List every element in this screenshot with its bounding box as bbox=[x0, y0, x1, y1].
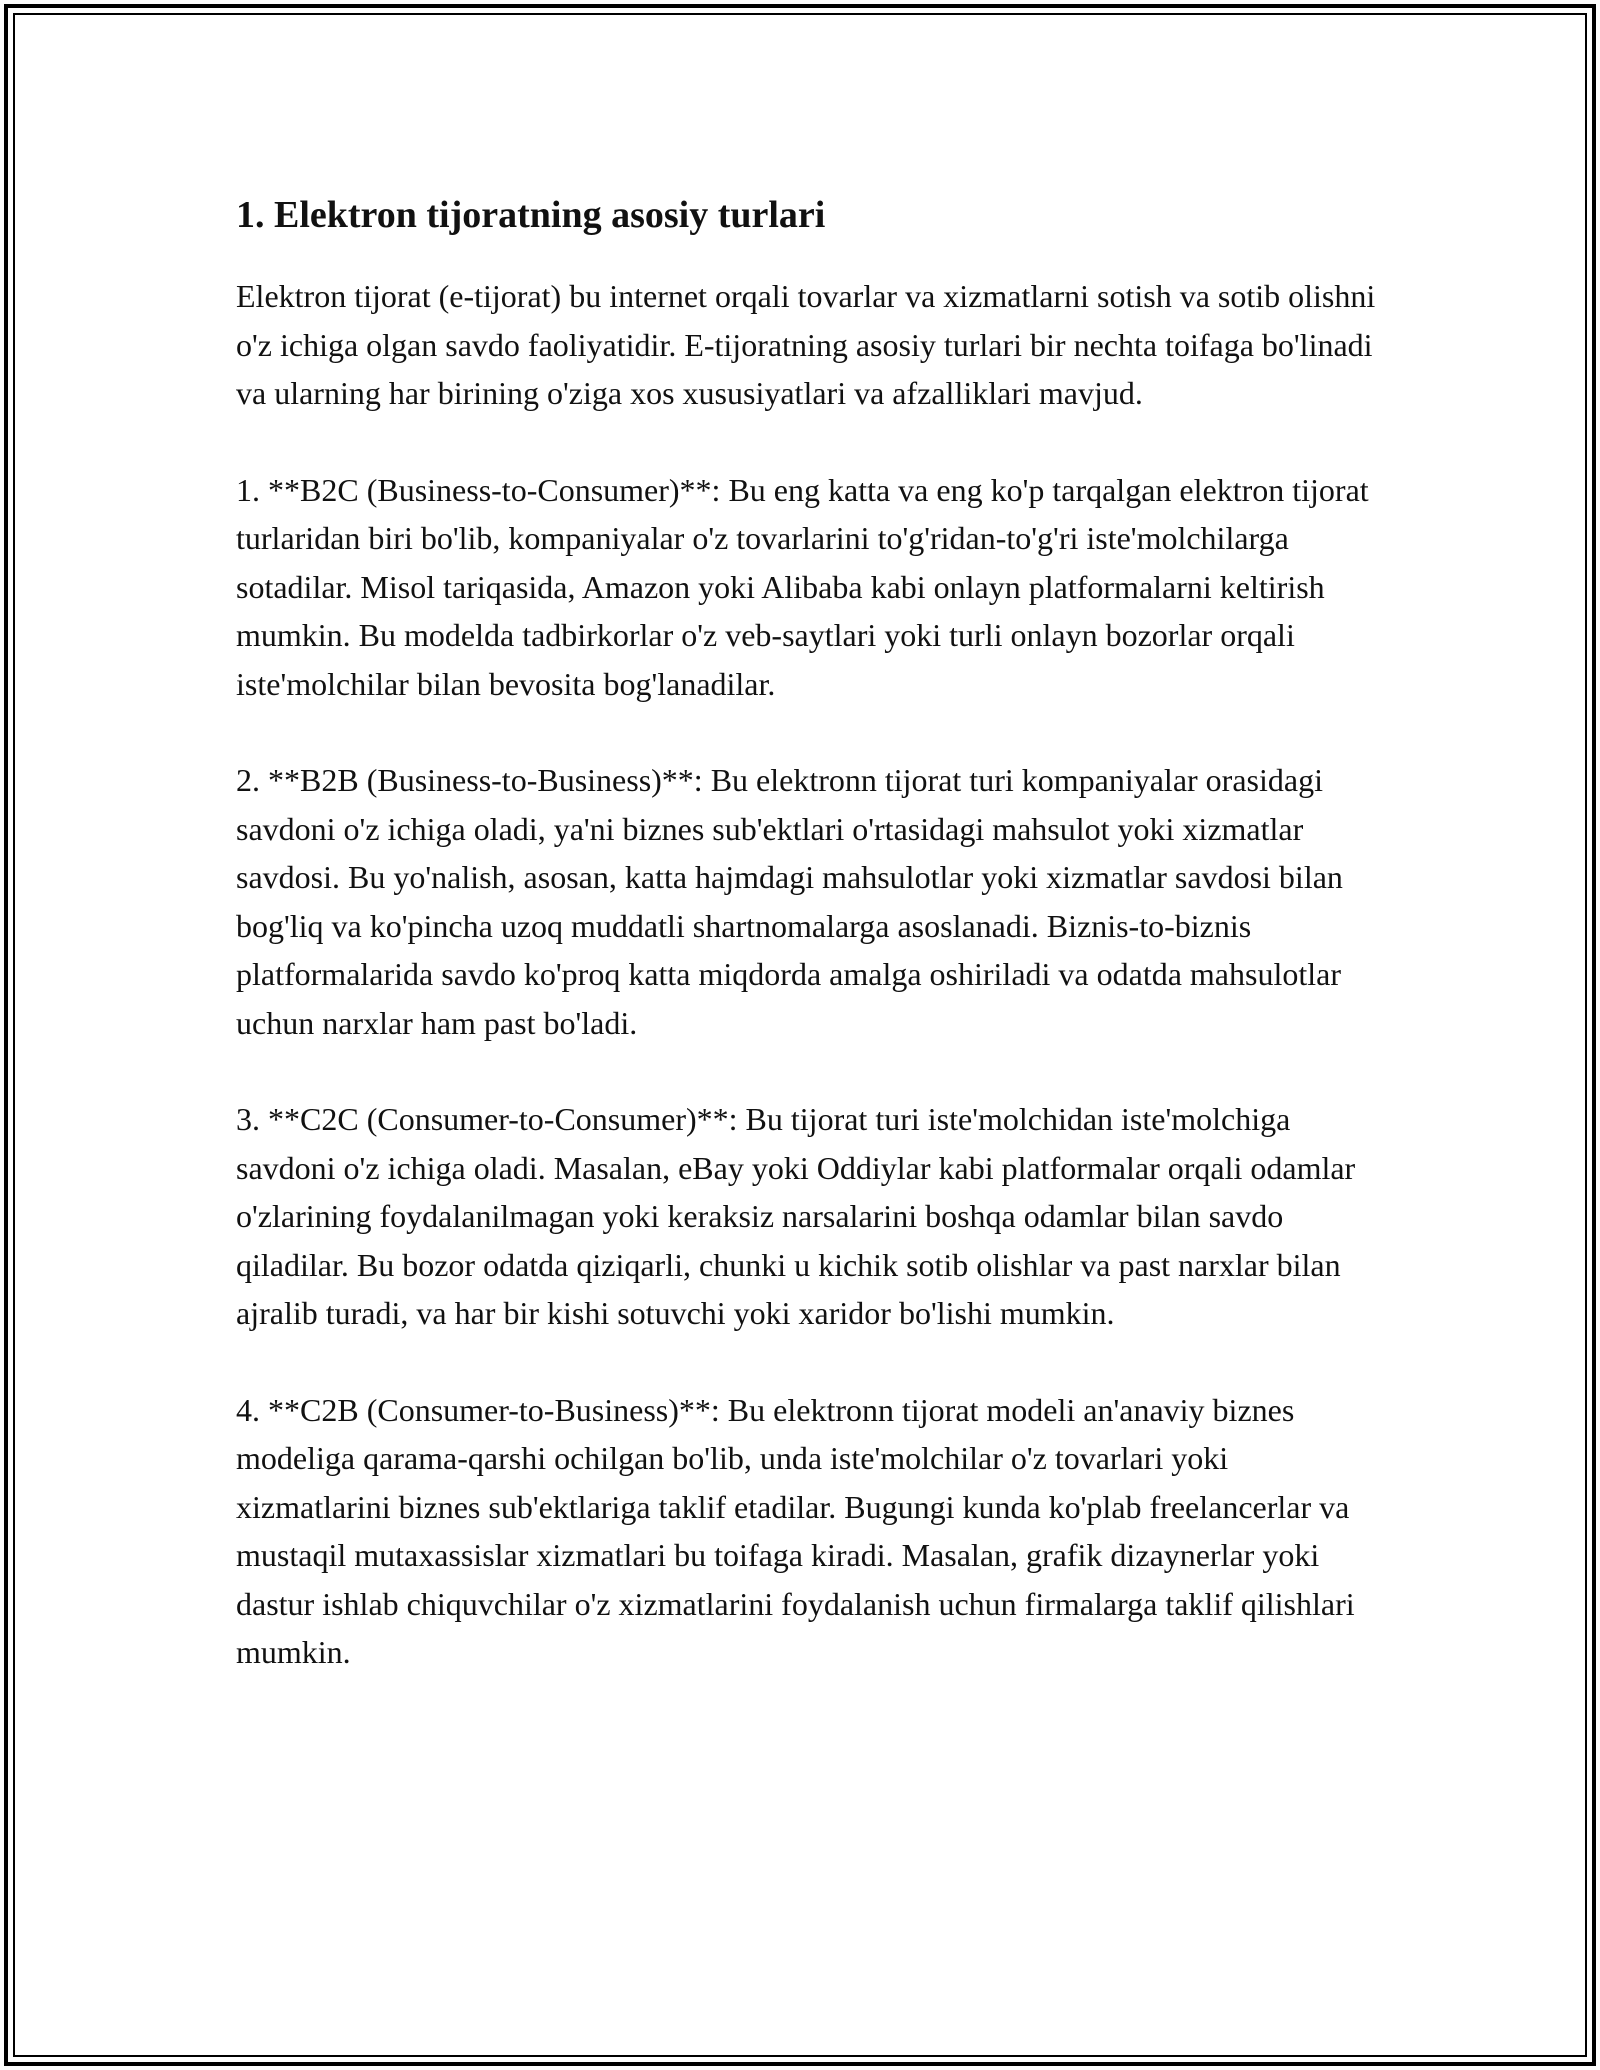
paragraph-b2c: 1. **B2C (Business-to-Consumer)**: Bu eng katta va eng ko'p tarqalgan elektron tijorat turlaridan biri bo'lib, kompaniyalar o'z tovarlarini to'g'ridan-to'g'ri iste'molchilarga sotadilar. Misol tariqasida, Amazon yoki Alibaba kabi onlayn platformalarni keltirish mumkin. Bu modelda tadbirkorlar o'z veb-saytlari yoki turli onlayn bozorlar orqali iste'molchilar bilan bevosita bog'lanadilar. bbox=[236, 471, 1369, 702]
paragraph-intro: Elektron tijorat (e-tijorat) bu internet orqali tovarlar va xizmatlarni sotish va sotib olishni o'z ichiga olgan savdo faoliyatidir. E-tijoratning asosiy turlari bir nechta toifaga bo'linadi va ularning har birining o'ziga xos xususiyatlari va afzalliklari mavjud. bbox=[236, 278, 1376, 411]
paragraph-c2c: 3. **C2C (Consumer-to-Consumer)**: Bu tijorat turi iste'molchidan iste'molchiga savdoni o'z ichiga oladi. Masalan, eBay yoki Oddiylar kabi platformalar orqali odamlar o'zlarining foydalanilmagan yoki keraksiz narsalarini boshqa odamlar bilan savdo qiladilar. Bu bozor odatda qiziqarli, chunki u kichik sotib olishlar va past narxlar bilan ajralib turadi, va har bir kishi sotuvchi yoki xaridor bo'lishi mumkin. bbox=[236, 1101, 1356, 1331]
document-title: 1. Elektron tijoratning asosiy turlari bbox=[236, 194, 826, 236]
paragraph-b2b: 2. **B2B (Business-to-Business)**: Bu elektronn tijorat turi kompaniyalar orasidagi savdoni o'z ichiga oladi, ya'ni biznes sub'ektlari o'rtasidagi mahsulot yoki xizmatlar savdosi. Bu yo'nalish, asosan, katta hajmdagi mahsulotlar yoki xizmatlar savdosi bilan bog'liq va ko'pincha uzoq muddatli shartnomalarga asoslanadi. Biznis-to-biznis platformalarida savdo ko'proq katta miqdorda amalga oshiriladi va odatda mahsulotlar uchun narxlar ham past bo'ladi. bbox=[236, 762, 1343, 1041]
document-body bbox=[236, 188, 1376, 1725]
paragraph-c2b: 4. **C2B (Consumer-to-Business)**: Bu elektronn tijorat modeli an'anaviy biznes modeliga qarama-qarshi ochilgan bo'lib, unda iste'molchilar o'z tovarlari yoki xizmatlarini biznes sub'ektlariga taklif etadilar. Bugungi kunda ko'plab freelancerlar va mustaqil mutaxassislar xizmatlari bu toifaga kiradi. Masalan, grafik dizaynerlar yoki dastur ishlab chiquvchilar o'z xizmatlarini foydalanish uchun firmalarga taklif qilishlari mumkin. bbox=[236, 1391, 1355, 1670]
